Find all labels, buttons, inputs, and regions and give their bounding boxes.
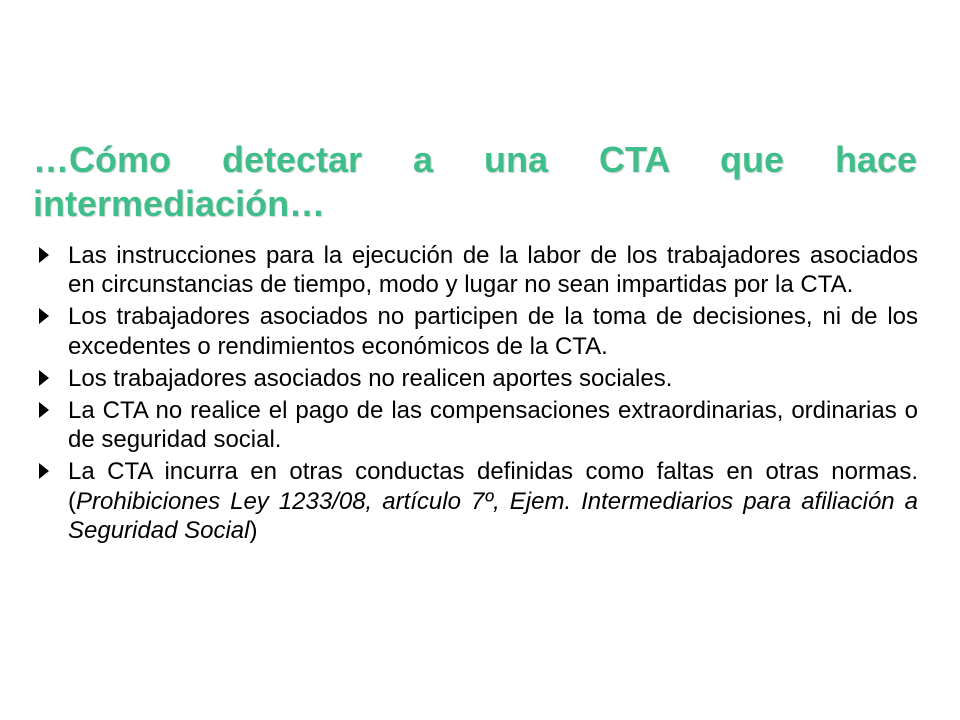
bullet-item [34,302,918,360]
slide-title: …Cómo detectar a una CTA que hace intermediación… [33,139,917,224]
triangle-right-icon [37,246,51,264]
bullet-text: La CTA incurra en otras conductas definidas como faltas en otras normas. ( [68,458,918,515]
bullet-list [34,241,918,548]
triangle-right-icon [37,462,51,480]
triangle-right-icon [37,307,51,325]
triangle-right-icon [37,369,51,387]
bullet-text: La CTA no realice el pago de las compensaciones extraordinarias, ordinarias o de seguridad social. [68,397,918,454]
bullet-item [34,457,918,545]
bullet-item [34,396,918,454]
bullet-item [34,364,918,393]
bullet-text-italic: Prohibiciones Ley 1233/08, artículo 7º, Ejem. Intermediarios para afiliación a Seguridad Social [68,487,918,544]
bullet-text-tail: ) [249,516,258,544]
bullet-text: Los trabajadores asociados no participen de la toma de decisiones, ni de los excedentes o rendimientos económicos de la CTA. [68,303,918,360]
bullet-text: Los trabajadores asociados no realicen aportes sociales. [68,364,673,392]
triangle-right-icon [37,401,51,419]
bullet-item [34,241,918,299]
bullet-text: Las instrucciones para la ejecución de la labor de los trabajadores asociados en circunstancias de tiempo, modo y lugar no sean impartidas por la CTA. [68,242,918,299]
